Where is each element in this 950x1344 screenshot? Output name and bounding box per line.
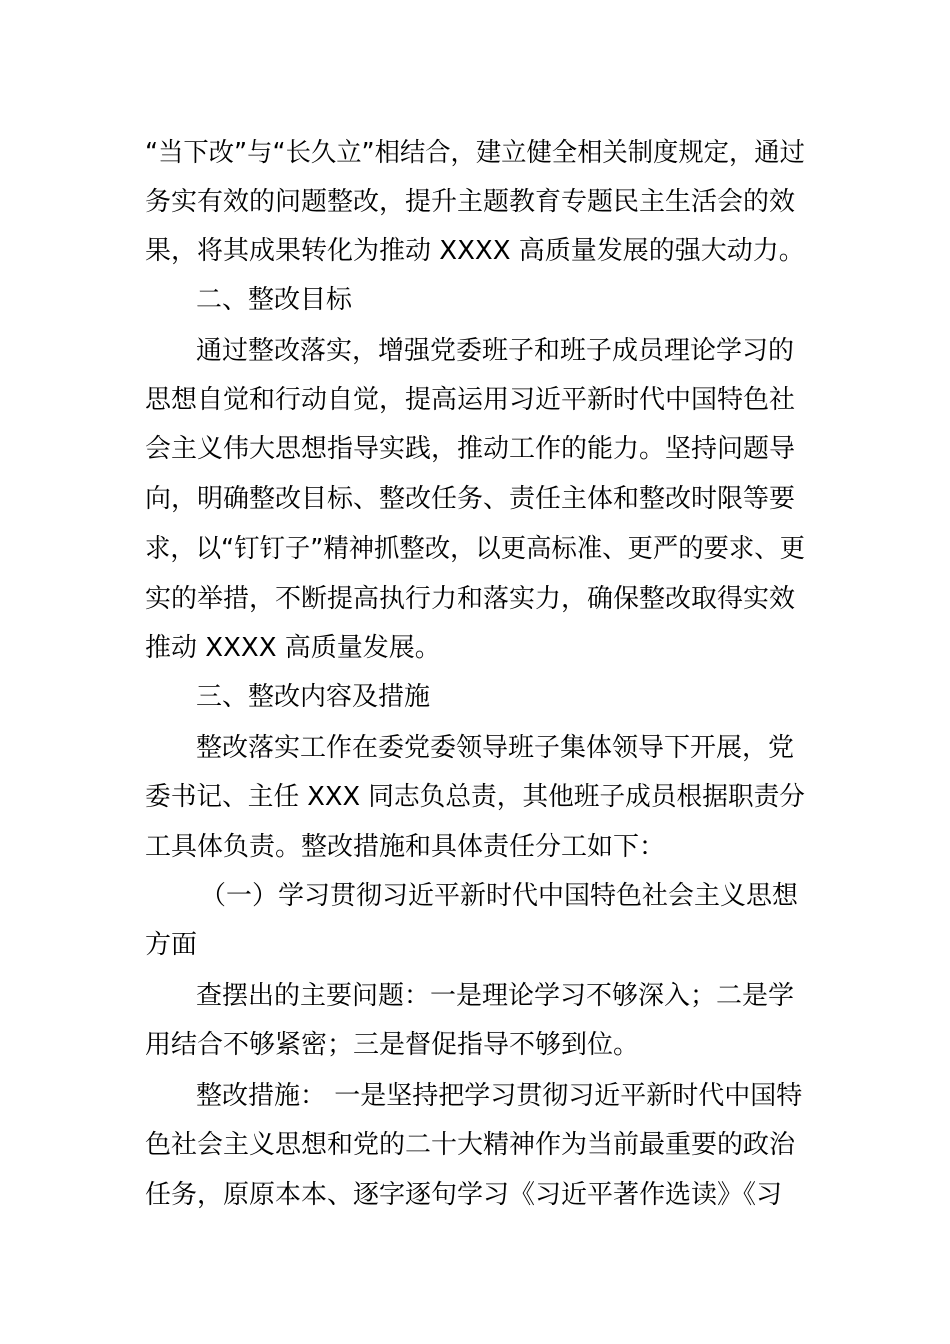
line-text: 会主义伟大思想指导实践，推动工作的能力。坚持问题导 — [145, 434, 796, 464]
subsection-heading — [0, 920, 950, 970]
heading-text: 三、整改内容及措施 — [196, 682, 431, 712]
line-text: 任务，原原本本、逐字逐句学习《习近平著作选读》《习 — [145, 1180, 783, 1210]
line-text: 色社会主义思想和党的二十大精神作为当前最重要的政治 — [145, 1130, 796, 1160]
text-line — [0, 524, 950, 574]
text-line — [0, 424, 950, 474]
section-heading — [0, 275, 950, 325]
text-line — [0, 723, 950, 773]
heading-text: 二、整改目标 — [196, 285, 353, 315]
heading-text: （一）学习贯彻习近平新时代中国特色社会主义思想 — [200, 881, 799, 911]
line-text: “当下改”与“长久立”相结合，建立健全相关制度规定，通过 — [145, 138, 805, 168]
line-text: 向，明确整改目标、整改任务、责任主体和整改时限等要 — [145, 484, 796, 514]
text-line — [0, 1170, 950, 1220]
text-line — [0, 772, 950, 822]
text-line — [0, 623, 950, 673]
text-line — [0, 375, 950, 425]
section-heading — [0, 672, 950, 722]
line-text: 推动 XXXX 高质量发展。 — [145, 633, 441, 663]
line-text: 务实有效的问题整改，提升主题教育专题民主生活会的效 — [145, 187, 796, 217]
text-line — [0, 1120, 950, 1170]
line-text: 委书记、主任 XXX 同志负总责，其他班子成员根据职责分 — [145, 782, 805, 812]
text-line — [0, 971, 950, 1021]
text-line — [0, 326, 950, 376]
line-text: 查摆出的主要问题：一是理论学习不够深入；二是学 — [196, 981, 795, 1011]
text-line — [0, 128, 950, 178]
line-text: 实的举措，不断提高执行力和落实力，确保整改取得实效 — [145, 584, 796, 614]
line-text: 思想自觉和行动自觉，提高运用习近平新时代中国特色社 — [145, 385, 796, 415]
text-line — [0, 1071, 950, 1121]
line-text: 整改措施： 一是坚持把学习贯彻习近平新时代中国特 — [196, 1081, 803, 1111]
subsection-heading — [0, 871, 950, 921]
text-line — [0, 574, 950, 624]
line-text: 整改落实工作在委党委领导班子集体领导下开展，党 — [196, 733, 795, 763]
text-line — [0, 474, 950, 524]
line-text: 求，以“钉钉子”精神抓整改，以更高标准、更严的要求、更 — [145, 534, 805, 564]
line-text: 工具体负责。整改措施和具体责任分工如下： — [145, 832, 666, 862]
line-text: 用结合不够紧密；三是督促指导不够到位。 — [145, 1030, 640, 1060]
text-line — [0, 177, 950, 227]
line-text: 通过整改落实，增强党委班子和班子成员理论学习的 — [196, 336, 795, 366]
text-line — [0, 226, 950, 276]
line-text: 果，将其成果转化为推动 XXXX 高质量发展的强大动力。 — [145, 236, 805, 266]
text-line — [0, 822, 950, 872]
heading-text: 方面 — [145, 930, 198, 960]
text-line — [0, 1020, 950, 1070]
